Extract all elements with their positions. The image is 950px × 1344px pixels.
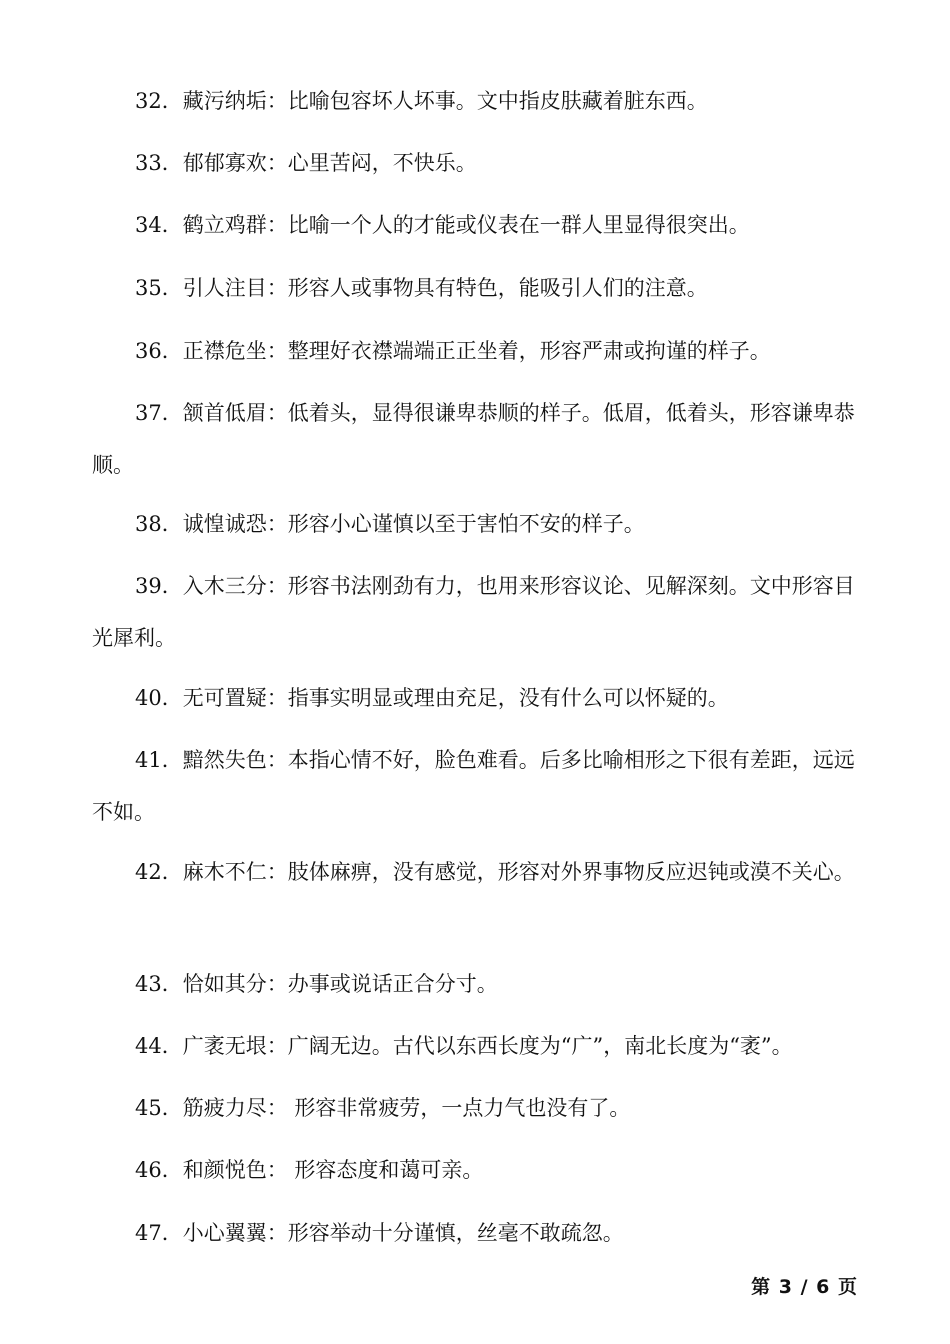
entry-40: 40．无可置疑：指事实明显或理由充足，没有什么可以怀疑的。 [135,686,729,710]
entry-37: 37．颔首低眉：低着头，显得很谦卑恭顺的样子。低眉，低着头，形容谦卑恭顺。 [92,401,855,477]
entry-35: 35．引人注目：形容人或事物具有特色，能吸引人们的注意。 [135,276,708,300]
entry-41: 41．黯然失色：本指心情不好，脸色难看。后多比喻相形之下很有差距，远远不如。 [92,748,855,824]
entry-42: 42．麻木不仁：肢体麻痹，没有感觉，形容对外界事物反应迟钝或漠不关心。 [135,860,855,884]
entry-32: 32．藏污纳垢：比喻包容坏人坏事。文中指皮肤藏着脏东西。 [135,89,708,113]
entry-38: 38．诚惶诚恐：形容小心谨慎以至于害怕不安的样子。 [135,512,645,536]
entry-47: 47．小心翼翼：形容举动十分谨慎，丝毫不敢疏忽。 [135,1221,624,1245]
entry-43: 43．恰如其分：办事或说话正合分寸。 [135,972,498,996]
entry-33: 33．郁郁寡欢：心里苦闷，不快乐。 [135,151,477,175]
entry-46: 46．和颜悦色： 形容态度和蔼可亲。 [135,1158,484,1182]
entry-39: 39．入木三分：形容书法刚劲有力，也用来形容议论、见解深刻。文中形容目光犀利。 [92,574,855,650]
page-number: 第 3 / 6 页 [751,1276,858,1298]
entry-34: 34．鹤立鸡群：比喻一个人的才能或仪表在一群人里显得很突出。 [135,213,750,237]
entry-45: 45．筋疲力尽： 形容非常疲劳，一点力气也没有了。 [135,1096,631,1120]
entry-44: 44．广袤无垠：广阔无边。古代以东西长度为“广”，南北长度为“袤”。 [135,1034,793,1058]
entry-36: 36．正襟危坐：整理好衣襟端端正正坐着，形容严肃或拘谨的样子。 [135,339,771,363]
